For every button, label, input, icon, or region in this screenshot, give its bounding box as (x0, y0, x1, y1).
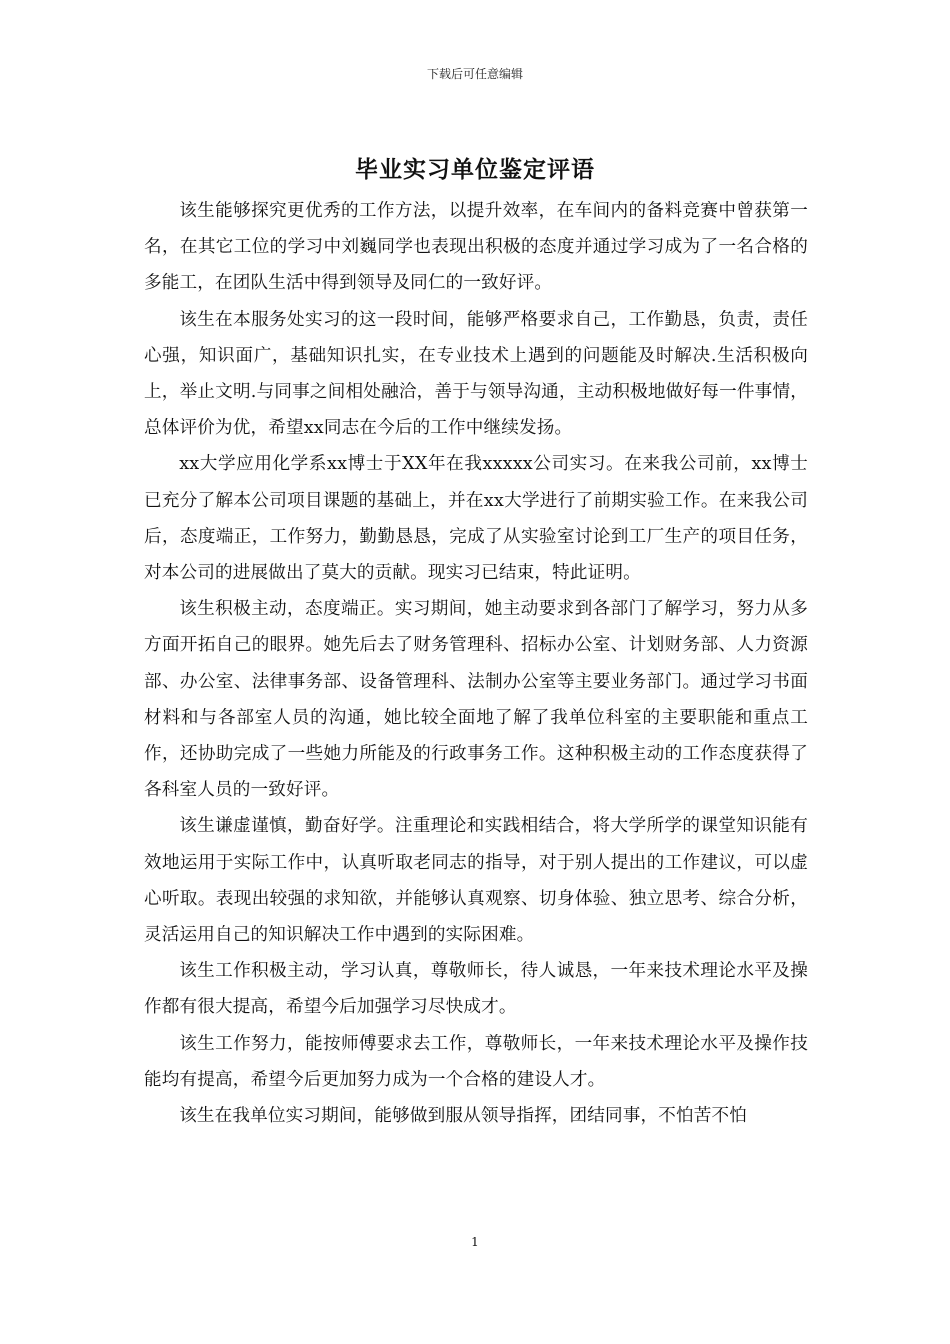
page-number: 1 (471, 1235, 479, 1249)
paragraph: 该生能够探究更优秀的工作方法，以提升效率，在车间内的备料竞赛中曾获第一名，在其它工位的学习中刘巍同学也表现出积极的态度并通过学习成为了一名合格的多能工，在团队生活中得到领导及同仁的一致好评。 (144, 201, 808, 294)
paragraph: 该生在本服务处实习的这一段时间，能够严格要求自己，工作勤恳，负责，责任心强，知识面广，基础知识扎实，在专业技术上遇到的问题能及时解决.生活积极向上，举止文明.与同事之间相处融洽，善于与领导沟通，主动积极地做好每一件事情，总体评价为优，希望xx同志在今后的工作中继续发扬。 (144, 309, 808, 439)
paragraph: 该生工作努力，能按师傅要求去工作，尊敬师长，一年来技术理论水平及操作技能均有提高，希望今后更加努力成为一个合格的建设人才。 (144, 1033, 808, 1090)
paragraph: 该生工作积极主动，学习认真，尊敬师长，待人诚恳，一年来技术理论水平及操作都有很大提高，希望今后加强学习尽快成才。 (144, 961, 808, 1018)
paragraph: 该生谦虚谨慎，勤奋好学。注重理论和实践相结合，将大学所学的课堂知识能有效地运用于实际工作中，认真听取老同志的指导，对于别人提出的工作建议，可以虚心听取。表现出较强的求知欲，并能够认真观察、切身体验、独立思考、综合分析，灵活运用自己的知识解决工作中遇到的实际困难。 (144, 816, 808, 946)
header-note: 下载后可任意编辑 (426, 67, 523, 81)
document-body (144, 193, 808, 1134)
document-title: 毕业实习单位鉴定评语 (355, 157, 595, 183)
paragraph: 该生积极主动，态度端正。实习期间，她主动要求到各部门了解学习，努力从多方面开拓自己的眼界。她先后去了财务管理科、招标办公室、计划财务部、人力资源部、办公室、法律事务部、设备管理科、法制办公室等主要业务部门。通过学习书面材料和与各部室人员的沟通，她比较全面地了解了我单位科室的主要职能和重点工作，还协助完成了一些她力所能及的行政事务工作。这种积极主动的工作态度获得了各科室人员的一致好评。 (144, 599, 808, 801)
paragraph: 该生在我单位实习期间，能够做到服从领导指挥，团结同事，不怕苦不怕 (179, 1106, 747, 1127)
paragraph: xx大学应用化学系xx博士于XX年在我xxxxx公司实习。在来我公司前，xx博士已充分了解本公司项目课题的基础上，并在xx大学进行了前期实验工作。在来我公司后，态度端正，工作努力，勤勤恳恳，完成了从实验室讨论到工厂生产的项目任务，对本公司的进展做出了莫大的贡献。现实习已结束，特此证明。 (144, 454, 808, 584)
